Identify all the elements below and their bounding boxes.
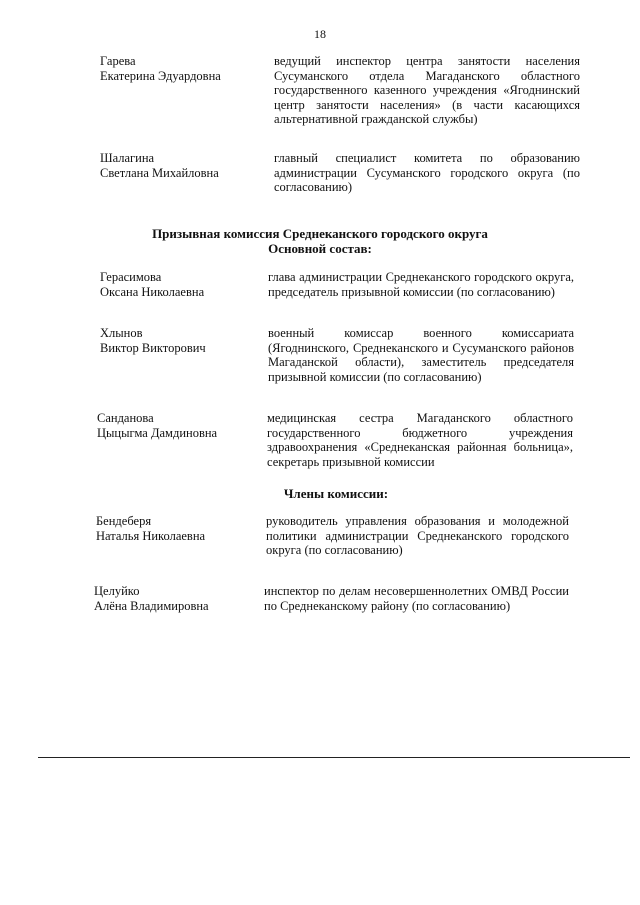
members-title: Члены комиссии:: [283, 486, 389, 501]
list-item: [100, 270, 580, 316]
person-role: главный специалист комитета по образованию администрации Сусуманского городского округа (по согласованию): [274, 151, 580, 194]
person-name: Гарева Екатерина Эдуардовна: [100, 54, 221, 83]
list-item: [100, 151, 580, 197]
list-item: [96, 514, 576, 576]
commission-title: Призывная комиссия Среднеканского городского округа: [152, 226, 488, 241]
list-item: [100, 326, 580, 402]
main-composition-title: Основной состав:: [268, 241, 372, 256]
page-number: 18: [314, 27, 326, 41]
person-name: Хлынов Виктор Викторович: [100, 326, 206, 355]
person-role: военный комиссар военного комиссариата (Ягоднинского, Среднеканского и Сусуманского районов Магаданской области), заместитель председателя призывной комиссии (по согласованию): [268, 326, 574, 384]
person-role: инспектор по делам несовершеннолетних ОМВД России по Среднеканскому району (по согласованию): [264, 584, 569, 613]
person-name: Герасимова Оксана Николаевна: [100, 270, 205, 299]
person-role: руководитель управления образования и молодежной политики администрации Среднеканского городского округа (по согласованию): [266, 514, 569, 557]
person-name: Целуйко Алёна Владимировна: [94, 584, 209, 613]
bottom-divider: [38, 757, 630, 758]
person-role: глава администрации Среднеканского городского округа, председатель призывной комиссии (по согласованию): [268, 270, 574, 299]
person-name: Санданова Цыцыгма Дамдиновна: [97, 411, 218, 440]
list-item: [97, 411, 577, 487]
list-item: [100, 54, 580, 144]
person-name: Шалагина Светлана Михайловна: [100, 151, 219, 180]
person-name: Бендеберя Наталья Николаевна: [96, 514, 206, 543]
list-item: [94, 584, 574, 630]
person-role: ведущий инспектор центра занятости населения Сусуманского отдела Магаданского областного государственного казенного учреждения «Ягоднинский центр занятости населения» (в части касающихся альтернативной гражданской службы): [274, 54, 580, 126]
person-role: медицинская сестра Магаданского областного государственного бюджетного учреждения здравоохранения «Среднеканская районная больница», секретарь призывной комиссии: [267, 411, 573, 469]
